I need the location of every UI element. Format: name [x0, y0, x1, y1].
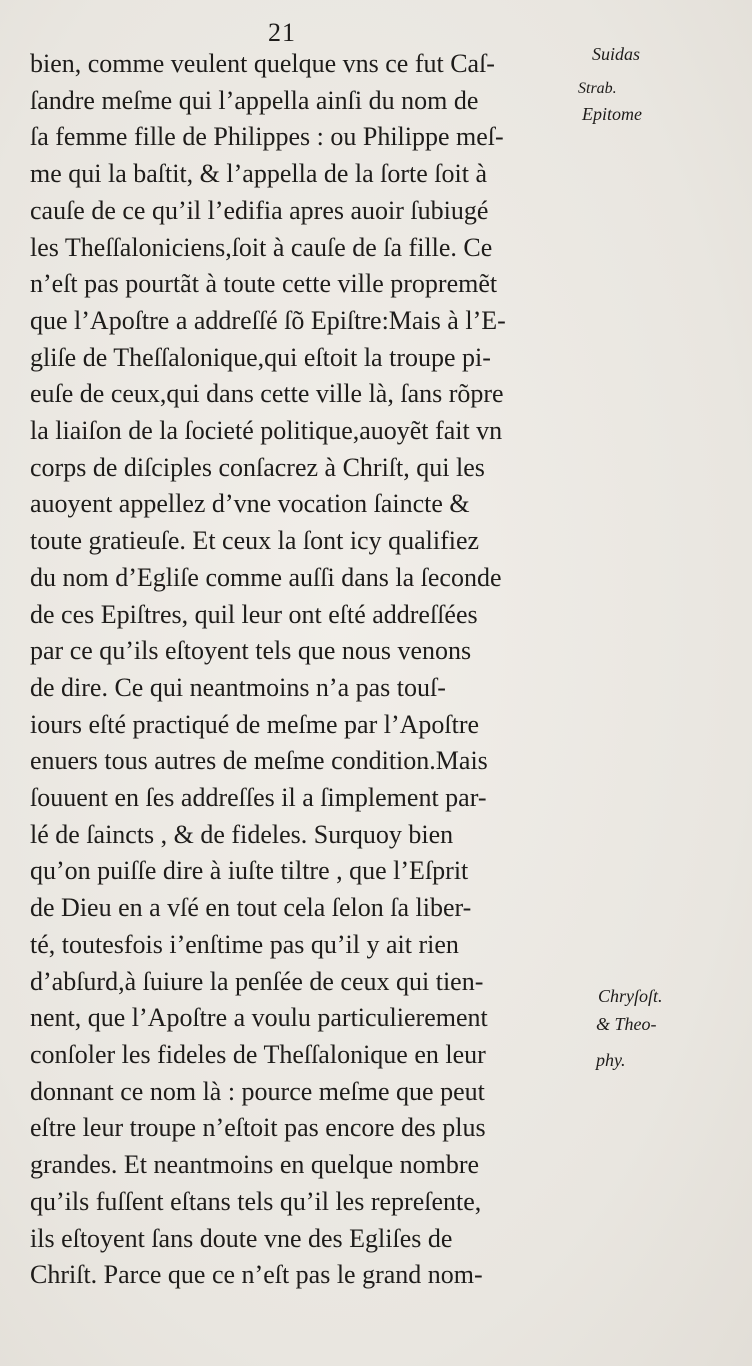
page-number: 21 — [268, 18, 296, 47]
text-line: nent, que l’Apoſtre a voulu particulierement — [30, 1003, 488, 1033]
text-line: donnant ce nom là : pource meſme que peut — [30, 1076, 485, 1106]
text-line: de dire. Ce qui neantmoins n’a pas touſ- — [30, 672, 446, 702]
text-line: Chriſt. Parce que ce n’eſt pas le grand nom- — [30, 1260, 483, 1290]
text-line: toute gratieuſe. Et ceux la ſont icy qualifiez — [30, 526, 480, 556]
text-line: cauſe de ce qu’il l’edifia apres auoir ſubiugé — [30, 195, 489, 225]
text-line: bien, comme veulent quelque vns ce fut Caſ- — [30, 49, 495, 78]
body-text — [30, 46, 590, 1294]
text-line: qu’on puiſſe dire à iuſte tiltre , que l’Eſprit — [30, 856, 469, 886]
text-line: ſouuent en ſes addreſſes il a ſimplement par- — [30, 783, 487, 813]
text-line: grandes. Et neantmoins en quelque nombre — [30, 1150, 480, 1180]
margin-note-phy: phy. — [596, 1050, 626, 1070]
text-line: par ce qu’ils eſtoyent tels que nous venons — [30, 636, 472, 666]
text-line: ils eſtoyent ſans doute vne des Egliſes de — [30, 1223, 453, 1253]
margin-note-theo: & Theo- — [596, 1014, 657, 1034]
text-line: ſa femme fille de Philippes : ou Philippe meſ- — [30, 122, 504, 152]
text-line: ſandre meſme qui l’appella ainſi du nom de — [30, 85, 479, 115]
text-line: d’abſurd,à ſuiure la penſée de ceux qui tien- — [30, 966, 484, 996]
text-line: corps de diſciples conſacrez à Chriſt, qui les — [30, 452, 485, 482]
text-line: enuers tous autres de meſme condition.Mais — [30, 746, 488, 776]
text-line: euſe de ceux,qui dans cette ville là, ſans rõpre — [30, 379, 504, 409]
text-line: que l’Apoſtre a addreſſé ſõ Epiſtre:Mais à l’E- — [30, 305, 506, 335]
margin-note-strab: Strab. — [578, 80, 617, 97]
margin-note-chrysost: Chryſoſt. — [598, 986, 663, 1006]
text-line: conſoler les fideles de Theſſalonique en leur — [30, 1039, 486, 1069]
text-line: té, toutesfois i’enſtime pas qu’il y ait rien — [30, 929, 459, 959]
margin-note-suidas: Suidas — [592, 44, 641, 64]
text-line: de Dieu en a vſé en tout cela ſelon ſa liber- — [30, 893, 472, 923]
text-line: me qui la baſtit, & l’appella de la ſorte ſoit à — [30, 159, 488, 189]
text-line: lé de ſaincts , & de fideles. Surquoy bien — [30, 819, 454, 849]
text-line: les Theſſaloniciens,ſoit à cauſe de ſa fille. Ce — [30, 232, 493, 262]
text-line: n’eſt pas pourtãt à toute cette ville propremẽt — [30, 269, 498, 299]
text-line: iours eſté practiqué de meſme par l’Apoſtre — [30, 709, 480, 739]
text-line: gliſe de Theſſalonique,qui eſtoit la troupe pi- — [30, 342, 491, 372]
text-line: de ces Epiſtres, quil leur ont eſté addreſſées — [30, 599, 478, 629]
margin-note-epitome: Epitome — [582, 104, 642, 124]
text-line: eſtre leur troupe n’eſtoit pas encore des plus — [30, 1113, 486, 1143]
text-line: qu’ils fuſſent eſtans tels qu’il les repreſente, — [30, 1186, 482, 1216]
text-line: la liaiſon de la ſocieté politique,auoyẽt fait vn — [30, 416, 503, 446]
text-line: auoyent appellez d’vne vocation ſaincte & — [30, 489, 470, 519]
text-line: du nom d’Egliſe comme auſſi dans la ſeconde — [30, 562, 502, 592]
